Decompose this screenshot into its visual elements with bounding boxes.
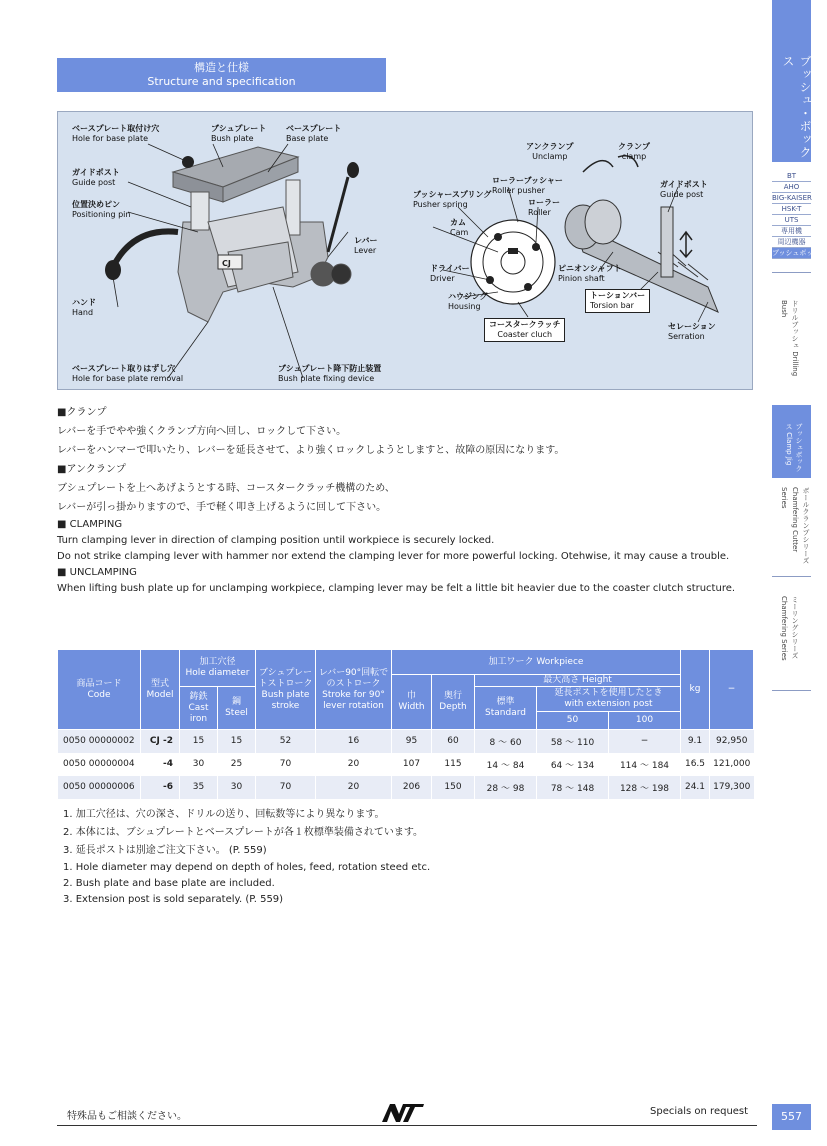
sidebar-divider [772, 272, 811, 273]
label-base-plate: ベースプレート Base plate [286, 124, 342, 143]
label-cam: カム Cam [450, 218, 469, 237]
footnotes [63, 806, 430, 908]
unclamp-text-1: ブシュプレートを上へあげようとする時、コースタークラッチ機構のため、 [57, 483, 395, 494]
footnote-en-3: 3. Extension post is sold separately. (P. 559) [63, 894, 284, 905]
clamp-text-2: レバーをハンマーで叩いたり、レバーを延長させて、より強くロックしようとしますと、故障の原因になります。 [57, 445, 565, 456]
sidebar-category-tab[interactable] [772, 0, 811, 162]
label-serration: セレーション Serration [668, 322, 716, 341]
sidebar-divider [772, 690, 811, 691]
footnote-en-2: 2. Bush plate and base plate are included. [63, 878, 275, 889]
footnote-jp-3: 3. 延長ポストは別途ご注文下さい。 (P. 559) [63, 845, 267, 856]
sidebar-category-label: ブッシュ・ボックス [781, 55, 812, 159]
structure-diagram [57, 111, 753, 390]
table-row: 0050 00000002 CJ -2 15 15 52 16 95 60 8 〜 60 58 〜 110 − 9.1 92,950 [58, 730, 754, 753]
label-bush-plate: ブシュプレート Bush plate [211, 124, 267, 143]
header-price: − [710, 650, 754, 730]
sidebar-item[interactable]: UTS [772, 215, 811, 226]
label-positioning-pin: 位置決めピン Positioning pin [72, 200, 131, 219]
header-extension: 延長ポストを使用したとき with extension post [537, 687, 681, 712]
label-coaster-clutch: コースタークラッチ Coaster cluch [484, 318, 565, 342]
section-title-en: Structure and specification [147, 75, 296, 88]
header-workpiece: 加工ワーク Workpiece [392, 650, 681, 675]
clamp-heading: ■クランプ [57, 407, 107, 418]
footnote-jp-2: 2. 本体には、ブシュプレートとベースプレートが各１枚標準装備されています。 [63, 827, 424, 838]
header-model: 型式 Model [141, 650, 180, 730]
header-standard: 標準 Standard [475, 687, 537, 730]
footer-specials-en: Specials on request [650, 1106, 749, 1117]
sidebar-item-active[interactable]: ブッシュボックス [772, 249, 827, 257]
label-lever: レバー Lever [354, 236, 378, 255]
clamping-heading-en: ■ CLAMPING [57, 519, 123, 530]
sidebar-item[interactable]: BIG-KAISER [772, 194, 812, 202]
sidebar-divider [772, 576, 811, 577]
sidebar-list [772, 171, 827, 259]
sidebar-item[interactable]: HSK-T [772, 204, 811, 215]
header-width: 巾 Width [392, 675, 432, 730]
unclamp-text-2: レバーが引っ掛かりますので、手で軽く叩き上げるように回して下さい。 [57, 502, 387, 513]
label-torsion-bar: トーションバー Torsion bar [585, 289, 650, 313]
table-row: 0050 00000004 -4 30 25 70 20 107 115 14 〜 84 64 〜 134 114 〜 184 16.5 121,000 [58, 753, 754, 776]
header-height: 最大高さ Height [475, 675, 681, 687]
sidebar-item[interactable]: 周辺機器 [772, 237, 811, 248]
header-hole-diameter: 加工穴径 Hole diameter [180, 650, 256, 687]
footer-divider [57, 1125, 757, 1126]
sidebar-item-chamfering[interactable]: ミーリングシリーズ Chamfering Series [780, 596, 799, 661]
label-clamp: クランプ clamp [618, 142, 650, 161]
header-lever-stroke: レバー90°回転でのストローク Stroke for 90° lever rotation [316, 650, 392, 730]
label-guide-post: ガイドポスト Guide post [72, 168, 120, 187]
header-bush-stroke: ブシュプレートストローク Bush plate stroke [256, 650, 316, 730]
header-steel: 鋼 Steel [218, 687, 256, 730]
sidebar-item-clamp-jig[interactable]: ブッシュボックス Clamp Jig [772, 405, 811, 478]
sidebar-item[interactable]: 専用機 [772, 226, 811, 237]
label-roller: ローラー Roller [528, 198, 560, 217]
label-hole-base-plate-removal: ベースプレート取りはずし穴 Hole for base plate removal [72, 364, 184, 383]
header-cast-iron: 鋳鉄 Cast iron [180, 687, 218, 730]
footnote-en-1: 1. Hole diameter may depend on depth of holes, feed, rotation steed etc. [63, 862, 431, 873]
spec-table [57, 649, 754, 799]
label-roller-pusher: ローラーブッシャー Roller pusher [492, 176, 563, 195]
sidebar-item-chamfering-cutter[interactable]: ボールクランプシリーズ Chamfering Cutter Series [780, 487, 810, 564]
label-unclamp: アンクランプ Unclamp [526, 142, 574, 161]
section-title-jp: 構造と仕様 [194, 61, 249, 74]
header-ext-50: 50 [537, 712, 609, 730]
header-code: 商品コード Code [58, 650, 141, 730]
clamping-text-en-1: Turn clamping lever in direction of clamping position until workpiece is securely locked. [57, 535, 495, 546]
label-housing: ハウジング Housing [448, 292, 488, 311]
label-hole-base-plate: ベースプレート取付け穴 Hole for base plate [72, 124, 160, 143]
header-depth: 奥行 Depth [432, 675, 475, 730]
page-number: 557 [772, 1104, 811, 1130]
operation-notes [57, 403, 757, 597]
table-row: 0050 00000006 -6 35 30 70 20 206 150 28 〜 98 78 〜 148 128 〜 198 24.1 179,300 [58, 776, 754, 799]
nt-logo-icon [380, 1102, 426, 1124]
label-driver: ドライバー Driver [430, 264, 470, 283]
cj-mark: CJ [222, 259, 231, 268]
clamping-text-en-2: Do not strike clamping lever with hammer nor extend the clamping lever for more powerful locking. Otehwise, it may cause a trouble. [57, 551, 730, 562]
clamp-text-1: レバーを手でやや強くクランプ方向へ回し、ロックして下さい。 [57, 426, 347, 437]
sidebar-item[interactable]: BT [772, 171, 811, 182]
header-kg: kg [681, 650, 710, 730]
unclamping-heading-en: ■ UNCLAMPING [57, 567, 137, 578]
header-ext-100: 100 [609, 712, 681, 730]
label-guide-post-right: ガイドポスト Guide post [660, 180, 708, 199]
sidebar-item[interactable]: AHO [772, 182, 811, 193]
label-bush-plate-fixing-device: ブシュプレート降下防止装置 Bush plate fixing device [278, 364, 382, 383]
section-header [57, 58, 386, 92]
label-pusher-spring: ブッシャースプリング Pusher spring [413, 190, 492, 209]
footer-specials-jp: 特殊品もご相談ください。 [67, 1111, 187, 1122]
label-hand: ハンド Hand [72, 298, 96, 317]
unclamp-heading: ■アンクランプ [57, 464, 126, 475]
sidebar-item-drilling-bush[interactable]: ドリルブッシュ Drilling Bush [780, 300, 799, 377]
footnote-jp-1: 1. 加工穴径は、穴の深さ、ドリルの送り、回転数等により異なります。 [63, 809, 385, 820]
label-pinion-shaft: ピニオンシャフト Pinion shaft [558, 264, 622, 283]
unclamping-text-en: When lifting bush plate up for unclamping workpiece, clamping lever may be felt a little bit heavier due to the coaster clutch structure. [57, 583, 736, 594]
